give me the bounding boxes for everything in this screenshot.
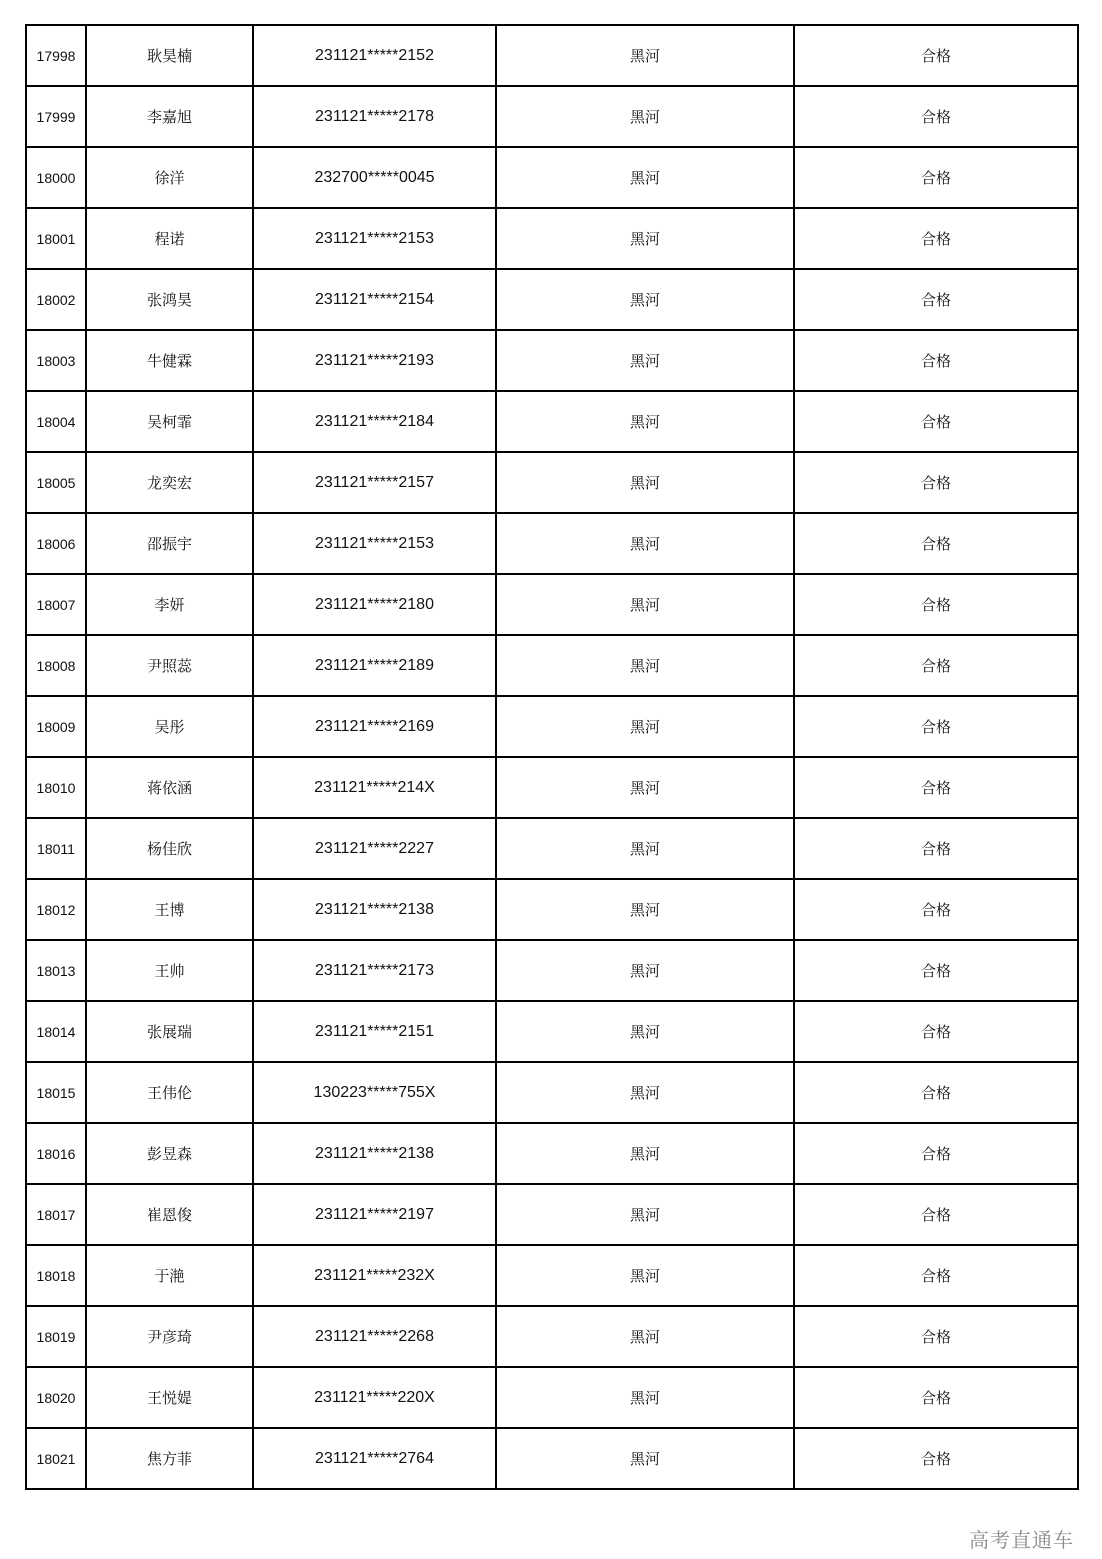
cell-city: 黑河 <box>496 818 794 879</box>
table-row <box>26 208 1078 269</box>
table-row <box>26 574 1078 635</box>
table-row <box>26 940 1078 1001</box>
cell-name: 牛健霖 <box>86 330 253 391</box>
cell-city: 黑河 <box>496 25 794 86</box>
cell-result: 合格 <box>794 208 1078 269</box>
cell-name: 崔恩俊 <box>86 1184 253 1245</box>
cell-seq: 18003 <box>26 330 86 391</box>
table-row <box>26 879 1078 940</box>
cell-name: 王博 <box>86 879 253 940</box>
cell-name: 耿昊楠 <box>86 25 253 86</box>
cell-result: 合格 <box>794 86 1078 147</box>
cell-name: 杨佳欣 <box>86 818 253 879</box>
cell-seq: 18005 <box>26 452 86 513</box>
cell-seq: 18001 <box>26 208 86 269</box>
cell-id-number: 231121*****2169 <box>253 696 496 757</box>
cell-result: 合格 <box>794 25 1078 86</box>
cell-id-number: 231121*****2153 <box>253 208 496 269</box>
cell-city: 黑河 <box>496 574 794 635</box>
table-row <box>26 1428 1078 1489</box>
cell-city: 黑河 <box>496 1184 794 1245</box>
cell-id-number: 232700*****0045 <box>253 147 496 208</box>
cell-id-number: 231121*****2153 <box>253 513 496 574</box>
cell-id-number: 130223*****755X <box>253 1062 496 1123</box>
table-row <box>26 330 1078 391</box>
cell-city: 黑河 <box>496 1062 794 1123</box>
cell-result: 合格 <box>794 818 1078 879</box>
watermark: 高考直通车 <box>969 1528 1074 1552</box>
cell-name: 吴柯霏 <box>86 391 253 452</box>
cell-name: 邵振宇 <box>86 513 253 574</box>
cell-city: 黑河 <box>496 1123 794 1184</box>
cell-result: 合格 <box>794 147 1078 208</box>
cell-seq: 18017 <box>26 1184 86 1245</box>
cell-name: 王悦媞 <box>86 1367 253 1428</box>
cell-city: 黑河 <box>496 879 794 940</box>
cell-seq: 18018 <box>26 1245 86 1306</box>
cell-name: 龙奕宏 <box>86 452 253 513</box>
cell-city: 黑河 <box>496 1306 794 1367</box>
cell-seq: 18014 <box>26 1001 86 1062</box>
cell-result: 合格 <box>794 269 1078 330</box>
cell-city: 黑河 <box>496 757 794 818</box>
cell-name: 李妍 <box>86 574 253 635</box>
cell-seq: 18008 <box>26 635 86 696</box>
cell-seq: 18000 <box>26 147 86 208</box>
table-row <box>26 452 1078 513</box>
cell-city: 黑河 <box>496 1245 794 1306</box>
cell-seq: 18010 <box>26 757 86 818</box>
cell-id-number: 231121*****2193 <box>253 330 496 391</box>
cell-result: 合格 <box>794 452 1078 513</box>
cell-id-number: 231121*****2173 <box>253 940 496 1001</box>
cell-result: 合格 <box>794 757 1078 818</box>
cell-result: 合格 <box>794 635 1078 696</box>
cell-city: 黑河 <box>496 1367 794 1428</box>
table-row <box>26 818 1078 879</box>
cell-name: 吴彤 <box>86 696 253 757</box>
cell-seq: 18004 <box>26 391 86 452</box>
cell-seq: 18006 <box>26 513 86 574</box>
cell-result: 合格 <box>794 330 1078 391</box>
cell-id-number: 231121*****214X <box>253 757 496 818</box>
cell-result: 合格 <box>794 1184 1078 1245</box>
cell-city: 黑河 <box>496 635 794 696</box>
cell-seq: 18019 <box>26 1306 86 1367</box>
cell-id-number: 231121*****2154 <box>253 269 496 330</box>
cell-city: 黑河 <box>496 208 794 269</box>
cell-city: 黑河 <box>496 86 794 147</box>
cell-name: 于滟 <box>86 1245 253 1306</box>
cell-city: 黑河 <box>496 1001 794 1062</box>
cell-seq: 18021 <box>26 1428 86 1489</box>
cell-city: 黑河 <box>496 147 794 208</box>
cell-result: 合格 <box>794 574 1078 635</box>
cell-name: 王帅 <box>86 940 253 1001</box>
cell-name: 尹彦琦 <box>86 1306 253 1367</box>
cell-seq: 18016 <box>26 1123 86 1184</box>
cell-name: 焦方菲 <box>86 1428 253 1489</box>
cell-id-number: 231121*****2184 <box>253 391 496 452</box>
table-row <box>26 1184 1078 1245</box>
cell-name: 彭昱森 <box>86 1123 253 1184</box>
table-row <box>26 1306 1078 1367</box>
cell-seq: 18002 <box>26 269 86 330</box>
table-row <box>26 1062 1078 1123</box>
cell-result: 合格 <box>794 1306 1078 1367</box>
table-row <box>26 1367 1078 1428</box>
cell-id-number: 231121*****2180 <box>253 574 496 635</box>
table-row <box>26 25 1078 86</box>
table-row <box>26 635 1078 696</box>
cell-seq: 18015 <box>26 1062 86 1123</box>
cell-seq: 18011 <box>26 818 86 879</box>
cell-result: 合格 <box>794 1428 1078 1489</box>
cell-name: 蒋依涵 <box>86 757 253 818</box>
cell-city: 黑河 <box>496 452 794 513</box>
cell-city: 黑河 <box>496 696 794 757</box>
cell-id-number: 231121*****2268 <box>253 1306 496 1367</box>
cell-name: 程诺 <box>86 208 253 269</box>
cell-name: 张鸿昊 <box>86 269 253 330</box>
cell-id-number: 231121*****2197 <box>253 1184 496 1245</box>
cell-result: 合格 <box>794 513 1078 574</box>
cell-seq: 17998 <box>26 25 86 86</box>
cell-id-number: 231121*****232X <box>253 1245 496 1306</box>
cell-seq: 18020 <box>26 1367 86 1428</box>
cell-id-number: 231121*****2157 <box>253 452 496 513</box>
cell-id-number: 231121*****2189 <box>253 635 496 696</box>
cell-id-number: 231121*****2178 <box>253 86 496 147</box>
cell-result: 合格 <box>794 940 1078 1001</box>
table-row <box>26 696 1078 757</box>
cell-id-number: 231121*****220X <box>253 1367 496 1428</box>
cell-city: 黑河 <box>496 1428 794 1489</box>
table-row <box>26 86 1078 147</box>
cell-name: 李嘉旭 <box>86 86 253 147</box>
cell-id-number: 231121*****2138 <box>253 1123 496 1184</box>
table-row <box>26 391 1078 452</box>
table-row <box>26 1001 1078 1062</box>
cell-city: 黑河 <box>496 940 794 1001</box>
cell-id-number: 231121*****2151 <box>253 1001 496 1062</box>
cell-result: 合格 <box>794 391 1078 452</box>
cell-result: 合格 <box>794 1062 1078 1123</box>
cell-result: 合格 <box>794 1245 1078 1306</box>
cell-result: 合格 <box>794 696 1078 757</box>
cell-seq: 18013 <box>26 940 86 1001</box>
cell-name: 徐洋 <box>86 147 253 208</box>
table-row <box>26 513 1078 574</box>
table-row <box>26 1123 1078 1184</box>
table-row <box>26 147 1078 208</box>
results-table <box>25 24 1079 1490</box>
results-table-body <box>26 25 1078 1489</box>
table-row <box>26 269 1078 330</box>
cell-name: 尹照蕊 <box>86 635 253 696</box>
cell-result: 合格 <box>794 879 1078 940</box>
cell-result: 合格 <box>794 1367 1078 1428</box>
table-row <box>26 1245 1078 1306</box>
cell-id-number: 231121*****2138 <box>253 879 496 940</box>
cell-city: 黑河 <box>496 513 794 574</box>
cell-id-number: 231121*****2227 <box>253 818 496 879</box>
cell-seq: 18007 <box>26 574 86 635</box>
cell-name: 王伟伦 <box>86 1062 253 1123</box>
table-row <box>26 757 1078 818</box>
cell-result: 合格 <box>794 1123 1078 1184</box>
cell-id-number: 231121*****2764 <box>253 1428 496 1489</box>
cell-seq: 18012 <box>26 879 86 940</box>
cell-seq: 18009 <box>26 696 86 757</box>
cell-result: 合格 <box>794 1001 1078 1062</box>
cell-seq: 17999 <box>26 86 86 147</box>
cell-name: 张展瑞 <box>86 1001 253 1062</box>
cell-city: 黑河 <box>496 391 794 452</box>
cell-city: 黑河 <box>496 330 794 391</box>
cell-id-number: 231121*****2152 <box>253 25 496 86</box>
cell-city: 黑河 <box>496 269 794 330</box>
